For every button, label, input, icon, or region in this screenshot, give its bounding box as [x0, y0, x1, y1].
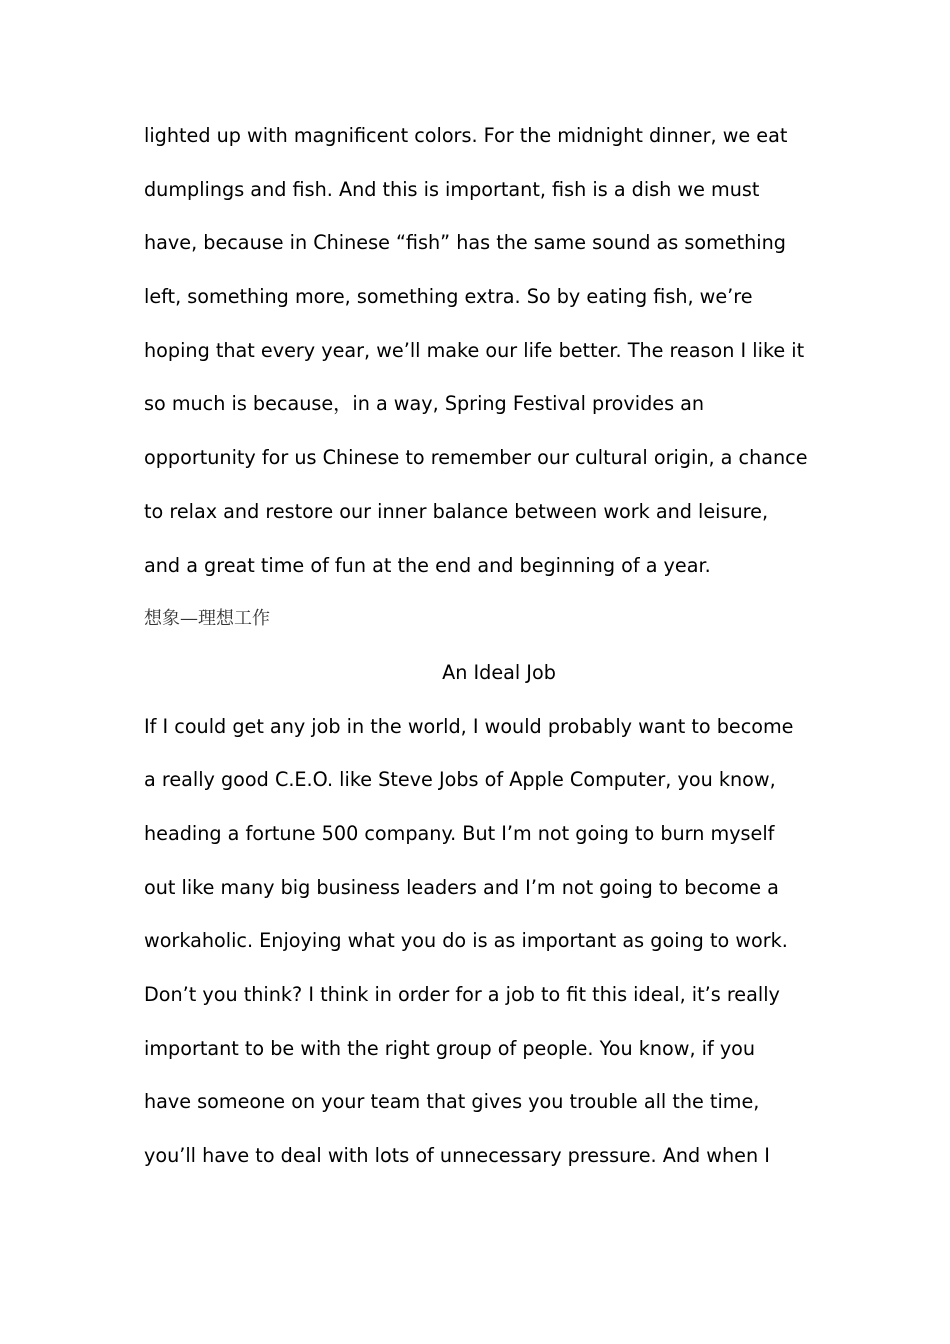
text-line: and a great time of fun at the end and beginning of a year. [144, 553, 711, 577]
text-line: important to be with the right group of people. You know, if you [144, 1036, 756, 1060]
essay-title: An Ideal Job [442, 660, 556, 684]
text-line: so much is because，in a way, Spring Festival provides an [144, 392, 705, 416]
text-line: Don’t you think? I think in order for a job to fit this ideal, it’s really [144, 983, 780, 1006]
text-line: hoping that every year, we’ll make our life better. The reason I like it [144, 338, 805, 362]
text-line: out like many big business leaders and I’m not going to become a [144, 875, 779, 899]
text-line: workaholic. Enjoying what you do is as important as going to work. [144, 929, 788, 953]
text-line: heading a fortune 500 company. But I’m not going to burn myself [144, 821, 775, 845]
text-line: to relax and restore our inner balance between work and leisure, [144, 499, 769, 523]
text-line: left, something more, something extra. So by eating fish, we’re [144, 285, 753, 309]
text-line: a really good C.E.O. like Steve Jobs of Apple Computer, you know, [144, 768, 776, 792]
text-line: lighted up with magnificent colors. For the midnight dinner, we eat [144, 124, 788, 147]
section-heading: 想象—理想工作 [144, 608, 270, 630]
document-body [144, 109, 824, 1183]
text-line: If I could get any job in the world, I would probably want to become [144, 714, 794, 738]
text-line: have someone on your team that gives you trouble all the time, [144, 1090, 760, 1114]
paragraph-ideal-job [144, 700, 824, 1183]
text-line: opportunity for us Chinese to remember our cultural origin, a chance [144, 446, 808, 470]
paragraph-spring-festival [144, 109, 824, 592]
text-line: you’ll have to deal with lots of unnecessary pressure. And when I [144, 1144, 770, 1168]
text-line: have, because in Chinese “fish” has the same sound as something [144, 231, 786, 255]
text-line: dumplings and fish. And this is important, fish is a dish we must [144, 177, 760, 201]
